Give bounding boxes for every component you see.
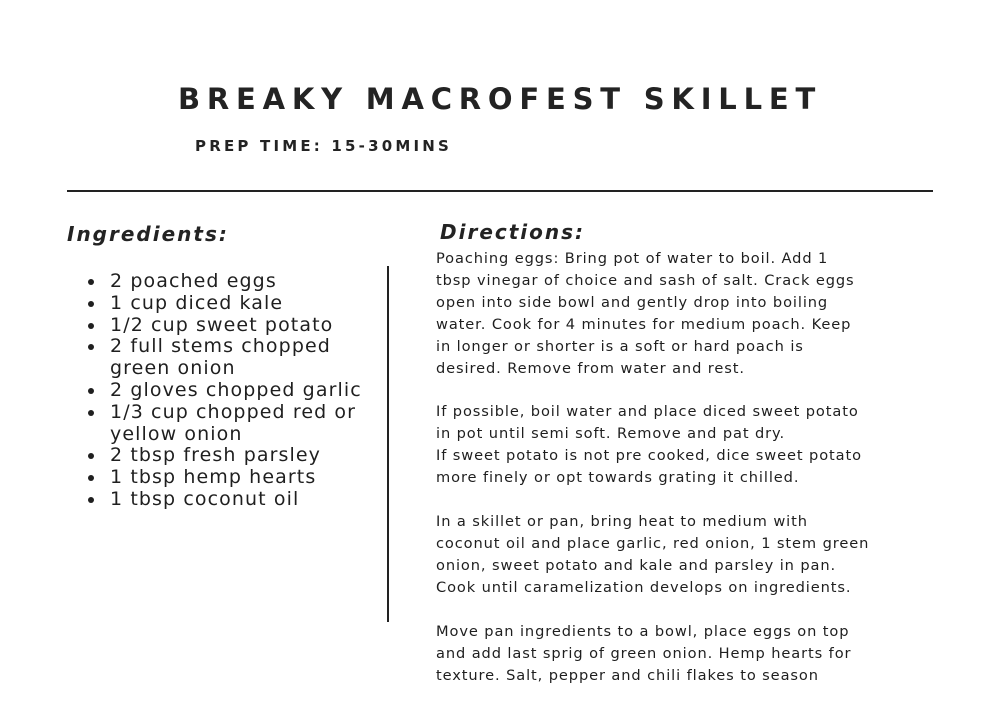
bullet-icon	[88, 301, 94, 307]
ingredient-item	[88, 293, 378, 315]
ingredient-item	[88, 336, 378, 380]
ingredient-text: 1 cup diced kale	[110, 291, 284, 314]
bullet-icon	[88, 388, 94, 394]
bullet-icon	[88, 410, 94, 416]
ingredients-heading: Ingredients:	[67, 222, 229, 246]
ingredient-item	[88, 445, 378, 467]
ingredient-item	[88, 271, 378, 293]
prep-time: PREP TIME: 15-30MINS	[195, 137, 453, 155]
header-divider	[67, 190, 933, 192]
bullet-icon	[88, 453, 94, 459]
ingredient-item	[88, 467, 378, 489]
bullet-icon	[88, 497, 94, 503]
recipe-title: BREAKY MACROFEST SKILLET	[177, 82, 823, 116]
directions-paragraph: Move pan ingredients to a bowl, place eggs on top and add last sprig of green onion. Hemp hearts for texture. Salt, pepper and chili flakes to season	[436, 622, 852, 684]
bullet-icon	[88, 344, 94, 350]
bullet-icon	[88, 323, 94, 329]
ingredient-item	[88, 402, 378, 446]
ingredient-text: 2 full stems chopped green onion	[110, 335, 331, 380]
bullet-icon	[88, 279, 94, 285]
ingredients-list	[88, 271, 378, 511]
directions-paragraph: In a skillet or pan, bring heat to medium with coconut oil and place garlic, red onion, 1 stem green onion, sweet potato and kale and parsley in pan. Cook until caramelization develops on ingredients.	[436, 513, 870, 596]
ingredient-text: 2 poached eggs	[110, 270, 277, 292]
column-divider	[387, 266, 389, 622]
directions-paragraph: Poaching eggs: Bring pot of water to boil. Add 1 tbsp vinegar of choice and sash of salt. Crack eggs open into side bowl and gently drop into boiling water. Cook for 4 minutes for medium poach. Keep in longer or shorter is a soft or hard poach is desired. Remove from water and rest.	[436, 250, 855, 377]
ingredient-text: 1 tbsp hemp hearts	[110, 466, 317, 489]
directions-body	[436, 248, 966, 708]
ingredient-item	[88, 380, 378, 402]
ingredient-text: 1/2 cup sweet potato	[110, 313, 334, 336]
ingredient-text: 1 tbsp coconut oil	[110, 487, 300, 510]
ingredient-text: 2 tbsp fresh parsley	[110, 444, 322, 467]
bullet-icon	[88, 475, 94, 481]
ingredient-text: 1/3 cup chopped red or yellow onion	[110, 400, 357, 445]
ingredient-item	[88, 315, 378, 337]
directions-paragraph: If possible, boil water and place diced sweet potato in pot until semi soft. Remove and pat dry. If sweet potato is not pre cooked, dice sweet potato more finely or opt towards grating it chilled.	[436, 403, 862, 487]
ingredient-item	[88, 489, 378, 511]
ingredient-text: 2 gloves chopped garlic	[110, 378, 362, 401]
directions-heading: Directions:	[440, 220, 586, 244]
